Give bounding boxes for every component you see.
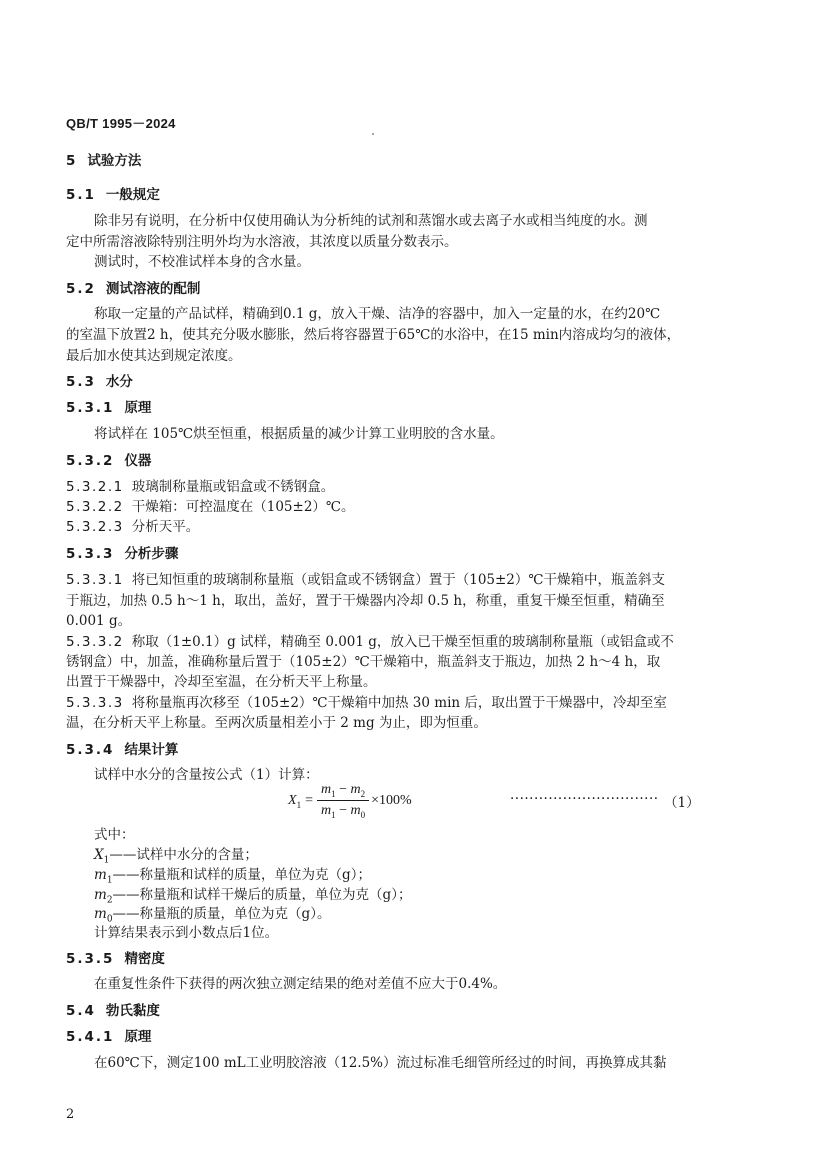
item-number: 5.3.2.1 xyxy=(66,479,124,495)
operator: − xyxy=(335,803,351,818)
paragraph-line: 称取一定量的产品试样，精确到0.1 g，放入干燥、洁净的容器中，加入一定量的水，在约20℃ xyxy=(94,306,661,322)
var-sub: 1 xyxy=(296,799,302,810)
var-symbol: m xyxy=(94,887,107,903)
section-title: 勃氏黏度 xyxy=(105,1003,160,1019)
paragraph-line xyxy=(66,568,665,588)
section-number: 5.2 xyxy=(66,281,96,297)
var-desc: ——试样中水分的含量； xyxy=(109,847,258,863)
section-5-3-4-heading xyxy=(66,738,178,758)
section-number: 5 xyxy=(66,153,78,169)
operator: − xyxy=(335,782,351,798)
var-sub: 1 xyxy=(103,855,110,866)
section-5-2-heading xyxy=(66,277,200,297)
paragraph-line: 除非另有说明，在分析中仅使用确认为分析纯的试剂和蒸馏水或去离子水或相当纯度的水。测 xyxy=(94,213,648,229)
paragraph-line: 于瓶边，加热 0.5 h～1 h，取出，盖好，置于干燥器内冷却 0.5 h，称重，重复干燥至恒重，精确至 xyxy=(66,593,665,609)
equation-leader: ······························· xyxy=(510,791,659,807)
page-number: 2 xyxy=(66,1107,75,1122)
paragraph-line: 锈钢盒）中，加盖，准确称量后置于（105±2）℃干燥箱中，瓶盖斜支于瓶边，加热 2 h～4 h，取 xyxy=(66,654,661,670)
scan-speck xyxy=(372,133,374,135)
section-5-1-heading xyxy=(66,183,160,203)
var-sub: 0 xyxy=(360,809,366,820)
list-item xyxy=(66,475,334,495)
paragraph-line: 定中所需溶液除特别注明外均为水溶液，其浓度以质量分数表示。 xyxy=(66,234,458,250)
paragraph-line: 在60℃下，测定100 mL工业明胶溶液（12.5%）流过标准毛细管所经过的时间，再换算成其黏 xyxy=(94,1055,667,1071)
paragraph-line: 试样中水分的含量按公式（1）计算： xyxy=(94,767,319,783)
section-title: 原理 xyxy=(124,1029,152,1045)
var-sub: 1 xyxy=(331,789,336,799)
section-title: 水分 xyxy=(105,374,133,390)
item-text: 分析天平。 xyxy=(131,519,200,535)
var-desc: ——称量瓶的质量，单位为克（g）。 xyxy=(112,906,331,922)
section-title: 分析步骤 xyxy=(124,546,179,562)
section-number: 5.3.5 xyxy=(66,951,115,967)
item-number: 5.3.3.3 xyxy=(66,695,124,711)
var-desc: ——称量瓶和试样的质量，单位为克（g）； xyxy=(112,867,371,883)
section-title: 测试溶液的配制 xyxy=(105,281,201,297)
formula-1: $X_1$ = $\frac{m_1 - m_2}{m_1 - m_0}$ ×100% xyxy=(288,782,412,820)
var-x: X xyxy=(288,792,297,808)
paragraph-line: 的室温下放置2 h，使其充分吸水膨胀，然后将容器置于65℃的水浴中，在15 min内溶成均匀的液体， xyxy=(66,327,681,343)
paragraph-line: 0.001 g。 xyxy=(66,613,132,629)
section-title: 试验方法 xyxy=(87,153,142,169)
formula-tail: ×100% xyxy=(371,793,412,808)
section-number: 5.3.1 xyxy=(66,400,115,416)
where-label: 式中： xyxy=(94,827,135,843)
standard-number: QB/T 1995－2024 xyxy=(66,116,176,131)
item-text: 玻璃制称量瓶或铝盒或不锈钢盒。 xyxy=(131,479,335,495)
paragraph-line: 测试时，不校准试样本身的含水量。 xyxy=(94,254,310,270)
section-5-4-1-heading xyxy=(66,1025,151,1045)
var-sub: 2 xyxy=(360,789,366,799)
item-text: 将称量瓶再次移至（105±2）℃干燥箱中加热 30 min 后，取出置于干燥器中，冷却至室 xyxy=(131,695,667,711)
numerator xyxy=(317,782,369,801)
item-number: 5.3.3.1 xyxy=(66,572,124,588)
paragraph-line: 将试样在 105℃烘至恒重，根据质量的减少计算工业明胶的含水量。 xyxy=(94,426,504,442)
section-number: 5.4 xyxy=(66,1003,96,1019)
var-m: m xyxy=(350,803,361,818)
var-symbol: m xyxy=(94,906,107,922)
paragraph-line xyxy=(66,630,674,650)
var-m: m xyxy=(320,803,332,818)
section-number: 5.3.3 xyxy=(66,546,115,562)
section-number: 5.3 xyxy=(66,374,96,390)
section-5-3-5-heading xyxy=(66,947,165,967)
var-sub: 1 xyxy=(331,809,336,820)
section-5-heading xyxy=(66,149,141,169)
section-5-3-3-heading xyxy=(66,542,178,562)
var-sub: 0 xyxy=(106,914,113,925)
equation-number: （1） xyxy=(664,795,700,811)
section-5-4-heading xyxy=(66,999,160,1019)
section-title: 结果计算 xyxy=(124,742,179,758)
section-title: 仪器 xyxy=(124,453,152,469)
paragraph-line: 出置于干燥器中，冷却至室温，在分析天平上称量。 xyxy=(66,674,377,690)
var-sub: 1 xyxy=(106,875,113,886)
denominator xyxy=(317,801,369,820)
item-number: 5.3.2.3 xyxy=(66,519,124,535)
paragraph-line: 温，在分析天平上称量。至两次质量相差小于 2 mg 为止，即为恒重。 xyxy=(66,715,487,731)
paragraph-line: 计算结果表示到小数点后1位。 xyxy=(94,925,279,941)
var-m: m xyxy=(350,782,361,798)
item-text: 将已知恒重的玻璃制称量瓶（或铝盒或不锈钢盒）置于（105±2）℃干燥箱中，瓶盖斜支 xyxy=(131,572,666,588)
item-number: 5.3.2.2 xyxy=(66,499,124,515)
section-number: 5.4.1 xyxy=(66,1029,115,1045)
var-sub: 2 xyxy=(106,895,113,906)
item-text: 称取（1±0.1）g 试样，精确至 0.001 g，放入已干燥至恒重的玻璃制称量瓶（或铝盒或不 xyxy=(131,634,674,650)
list-item xyxy=(66,495,355,515)
section-5-3-heading xyxy=(66,370,133,390)
fraction xyxy=(317,782,369,820)
section-5-3-1-heading xyxy=(66,396,151,416)
paragraph-line: 在重复性条件下获得的两次独立测定结果的绝对差值不应大于0.4%。 xyxy=(94,976,507,992)
section-title: 精密度 xyxy=(124,951,165,967)
var-desc: ——称量瓶和试样干燥后的质量，单位为克（g）； xyxy=(112,887,412,903)
section-number: 5.3.2 xyxy=(66,453,115,469)
list-item xyxy=(66,515,199,535)
paragraph-line: 最后加水使其达到规定浓度。 xyxy=(66,348,242,364)
formula-lhs xyxy=(288,793,301,810)
section-number: 5.1 xyxy=(66,187,96,203)
section-title: 一般规定 xyxy=(105,187,160,203)
var-symbol: X xyxy=(94,847,104,863)
section-number: 5.3.4 xyxy=(66,742,115,758)
paragraph-line xyxy=(66,691,667,711)
var-symbol: m xyxy=(94,867,107,883)
item-text: 干燥箱：可控温度在（105±2）℃。 xyxy=(131,499,355,515)
item-number: 5.3.3.2 xyxy=(66,634,124,650)
var-m: m xyxy=(320,782,332,798)
section-5-3-2-heading xyxy=(66,449,151,469)
section-title: 原理 xyxy=(124,400,152,416)
